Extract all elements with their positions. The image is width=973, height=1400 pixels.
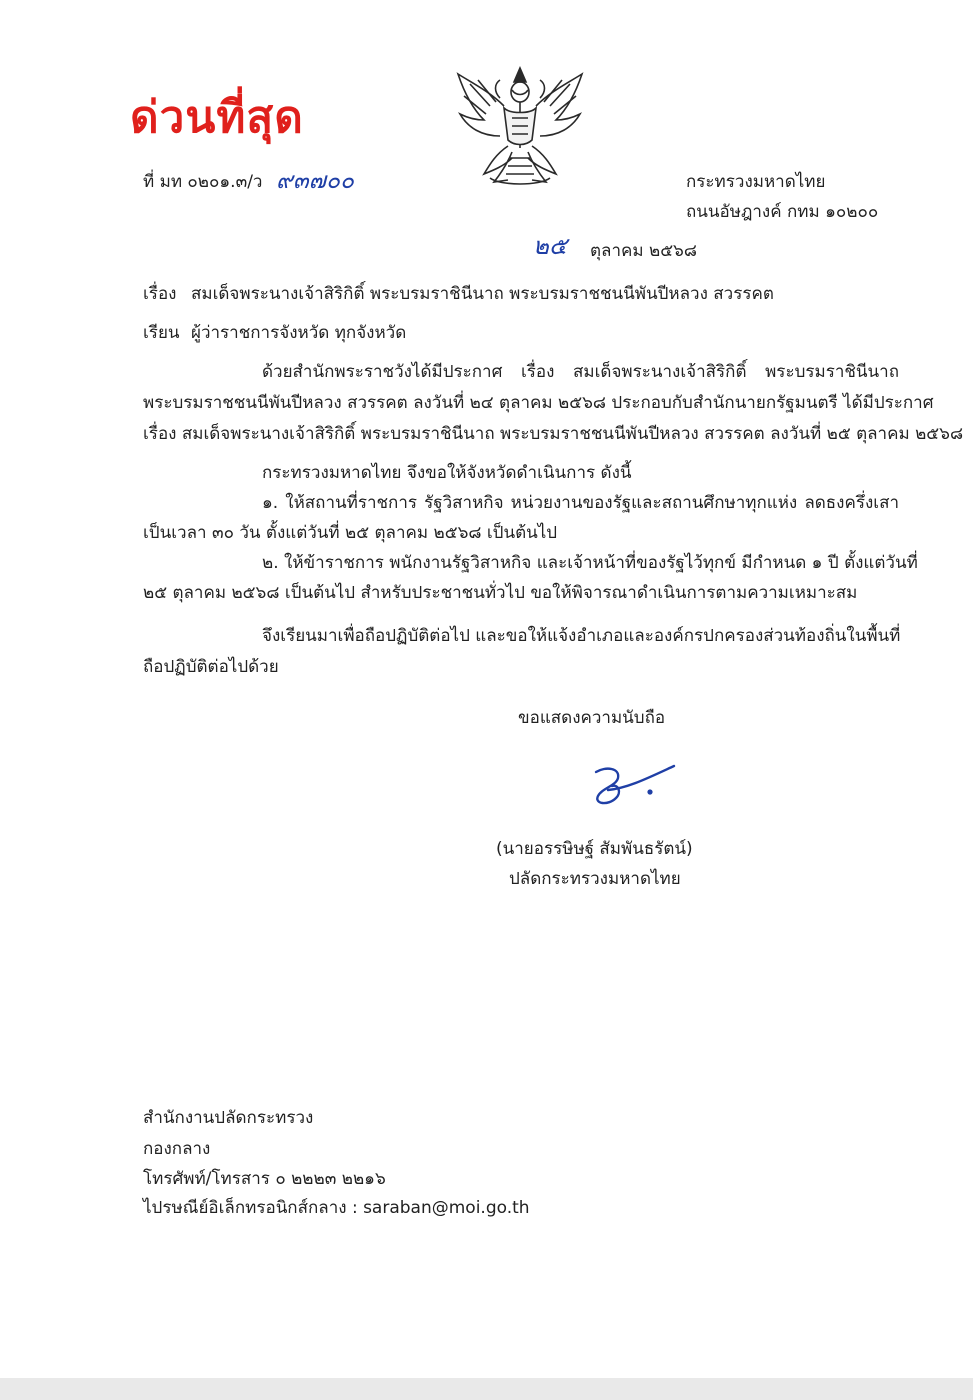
footer-email: ไปรษณีย์อิเล็กทรอนิกส์กลาง : saraban@moi.go.th — [143, 1198, 530, 1218]
footer-office: สำนักงานปลัดกระทรวง — [143, 1108, 314, 1128]
footer-division: กองกลาง — [143, 1139, 211, 1159]
signatory-name: (นายอรรษิษฐ์ สัมพันธรัตน์) — [496, 839, 693, 859]
body-paragraph-1-line-3: เรื่อง สมเด็จพระนางเจ้าสิริกิติ์ พระบรมราชินีนาถ พระบรมราชชนนีพันปีหลวง สวรรคต ลงวันที่ ๒๕ ตุลาคม ๒๕๖๘ — [143, 424, 964, 444]
body-paragraph-1-line-1: ด้วยสำนักพระราชวังได้มีประกาศ เรื่อง สมเด็จพระนางเจ้าสิริกิติ์ พระบรมราชินีนาถ — [262, 362, 899, 382]
scan-bottom-edge — [0, 1378, 973, 1400]
date-day-handwritten: ๒๕ — [533, 232, 567, 260]
garuda-emblem-icon — [450, 62, 590, 190]
recipient-text: ผู้ว่าราชการจังหวัด ทุกจังหวัด — [191, 323, 407, 343]
item-1-line-2: เป็นเวลา ๓๐ วัน ตั้งแต่วันที่ ๒๕ ตุลาคม ๒๕๖๘ เป็นต้นไป — [143, 523, 558, 543]
closing-line-1: จึงเรียนมาเพื่อถือปฏิบัติต่อไป และขอให้แจ้งอำเภอและองค์กรปกครองส่วนท้องถิ่นในพื้นที่ — [262, 626, 901, 646]
item-2-line-2: ๒๕ ตุลาคม ๒๕๖๘ เป็นต้นไป สำหรับประชาชนทั่วไป ขอให้พิจารณาดำเนินการตามความเหมาะสม — [143, 583, 858, 603]
body-paragraph-2: กระทรวงมหาดไทย จึงขอให้จังหวัดดำเนินการ ดังนี้ — [262, 463, 632, 483]
subject-text: สมเด็จพระนางเจ้าสิริกิติ์ พระบรมราชินีนาถ พระบรมราชชนนีพันปีหลวง สวรรคต — [191, 284, 774, 304]
date-month-year: ตุลาคม ๒๕๖๘ — [590, 241, 697, 261]
signature-image — [588, 762, 680, 818]
urgent-stamp: ด่วนที่สุด — [130, 92, 304, 143]
reference-prefix: ที่ มท ๐๒๐๑.๓/ว — [143, 172, 263, 192]
item-1-line-1: ๑. ให้สถานที่ราชการ รัฐวิสาหกิจ หน่วยงานของรัฐและสถานศึกษาทุกแห่ง ลดธงครึ่งเสา — [262, 493, 899, 513]
ministry-address: ถนนอัษฎางค์ กทม ๑๐๒๐๐ — [686, 202, 879, 222]
ministry-name: กระทรวงมหาดไทย — [686, 172, 826, 192]
recipient-label: เรียน — [143, 323, 180, 343]
footer-phone: โทรศัพท์/โทรสาร ๐ ๒๒๒๓ ๒๒๑๖ — [143, 1169, 386, 1189]
closing-line-2: ถือปฏิบัติต่อไปด้วย — [143, 657, 279, 677]
reference-number-handwritten: ๙๓๗๐๐ — [276, 168, 354, 194]
subject-label: เรื่อง — [143, 284, 177, 304]
regards: ขอแสดงความนับถือ — [518, 708, 666, 728]
body-paragraph-1-line-2: พระบรมราชชนนีพันปีหลวง สวรรคต ลงวันที่ ๒๔ ตุลาคม ๒๕๖๘ ประกอบกับสำนักนายกรัฐมนตรี ได้มีประกาศ — [143, 393, 934, 413]
item-2-line-1: ๒. ให้ข้าราชการ พนักงานรัฐวิสาหกิจ และเจ้าหน้าที่ของรัฐไว้ทุกข์ มีกำหนด ๑ ปี ตั้งแต่วันที่ — [262, 553, 918, 573]
signatory-position: ปลัดกระทรวงมหาดไทย — [509, 869, 681, 889]
